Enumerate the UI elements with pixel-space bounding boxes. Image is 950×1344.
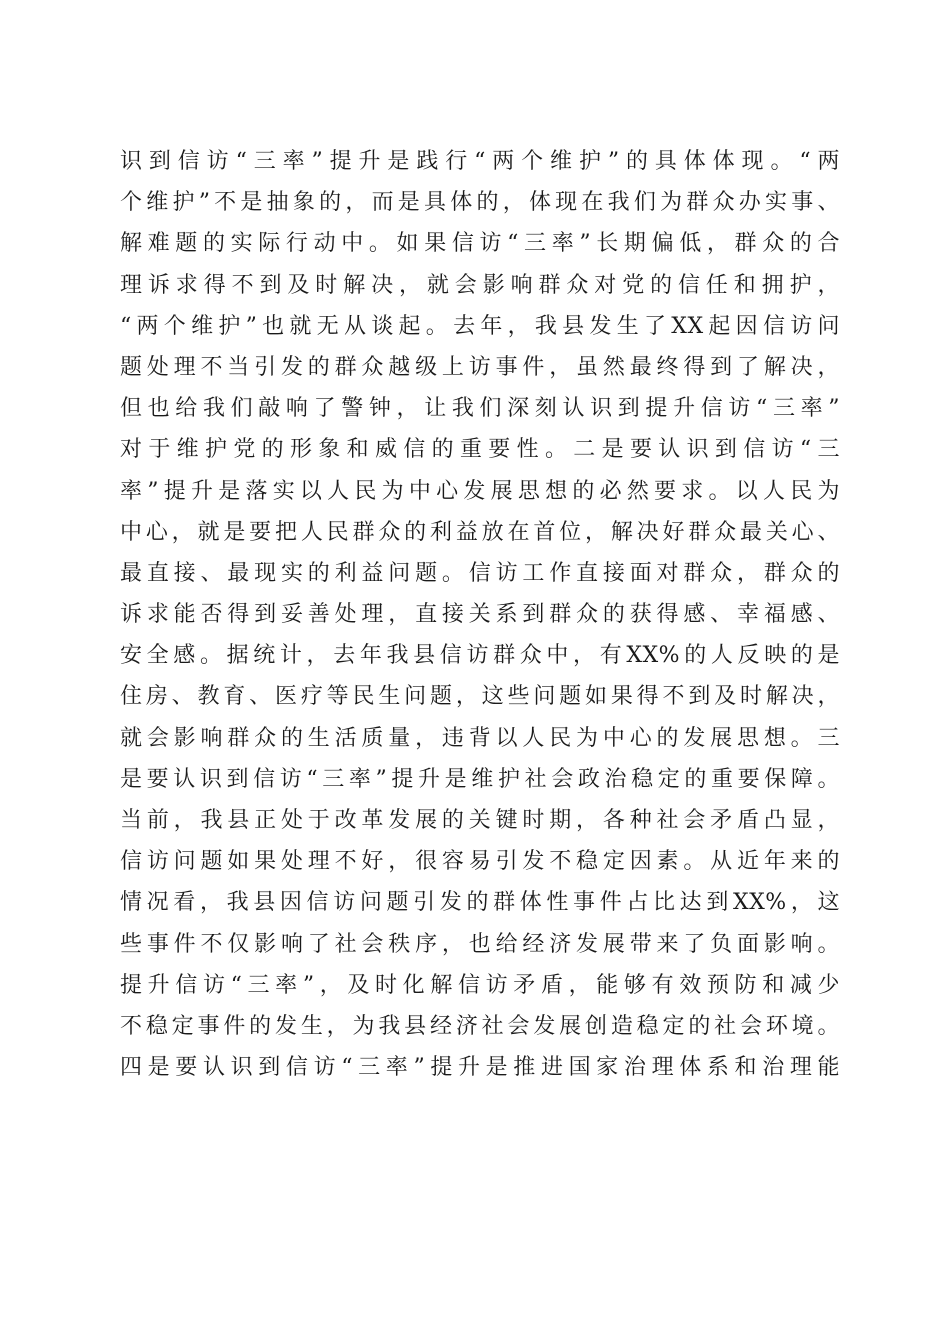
text-line: 但也给我们敲响了警钟，让我们深刻认识到提升信访“三率” — [120, 396, 840, 422]
text-line: 就会影响群众的生活质量，违背以人民为中心的发展思想。三 — [120, 725, 840, 751]
text-line: 中心，就是要把人民群众的利益放在首位，解决好群众最关心、 — [120, 519, 840, 545]
text-line: 安全感。据统计，去年我县信访群众中，有XX%的人反映的是 — [120, 643, 840, 669]
text-line: “两个维护”也就无从谈起。去年，我县发生了XX起因信访问 — [120, 313, 840, 339]
text-line: 率”提升是落实以人民为中心发展思想的必然要求。以人民为 — [120, 478, 840, 504]
text-line: 对于维护党的形象和威信的重要性。二是要认识到信访“三 — [120, 437, 840, 463]
text-line: 不稳定事件的发生，为我县经济社会发展创造稳定的社会环境。 — [120, 1013, 840, 1039]
body-paragraph — [120, 141, 840, 1088]
text-line: 情况看，我县因信访问题引发的群体性事件占比达到XX%，这 — [120, 890, 840, 916]
text-line: 是要认识到信访“三率”提升是维护社会政治稳定的重要保障。 — [120, 766, 840, 792]
text-line: 个维护”不是抽象的，而是具体的，体现在我们为群众办实事、 — [120, 190, 840, 216]
text-line: 题处理不当引发的群众越级上访事件，虽然最终得到了解决， — [120, 354, 840, 380]
text-line: 提升信访“三率”，及时化解信访矛盾，能够有效预防和减少 — [120, 972, 840, 998]
text-line: 诉求能否得到妥善处理，直接关系到群众的获得感、幸福感、 — [120, 602, 840, 628]
text-line: 住房、教育、医疗等民生问题，这些问题如果得不到及时解决， — [120, 684, 840, 710]
text-line: 当前，我县正处于改革发展的关键时期，各种社会矛盾凸显， — [120, 808, 840, 833]
text-line: 解难题的实际行动中。如果信访“三率”长期偏低，群众的合 — [120, 231, 840, 257]
text-line: 信访问题如果处理不好，很容易引发不稳定因素。从近年来的 — [120, 849, 840, 875]
text-line: 些事件不仅影响了社会秩序，也给经济发展带来了负面影响。 — [120, 931, 840, 957]
text-line: 理诉求得不到及时解决，就会影响群众对党的信任和拥护， — [120, 272, 840, 298]
text-line: 四是要认识到信访“三率”提升是推进国家治理体系和治理能 — [120, 1055, 840, 1081]
text-line: 最直接、最现实的利益问题。信访工作直接面对群众，群众的 — [120, 560, 840, 586]
text-line: 识到信访“三率”提升是践行“两个维护”的具体体现。“两 — [120, 149, 840, 174]
